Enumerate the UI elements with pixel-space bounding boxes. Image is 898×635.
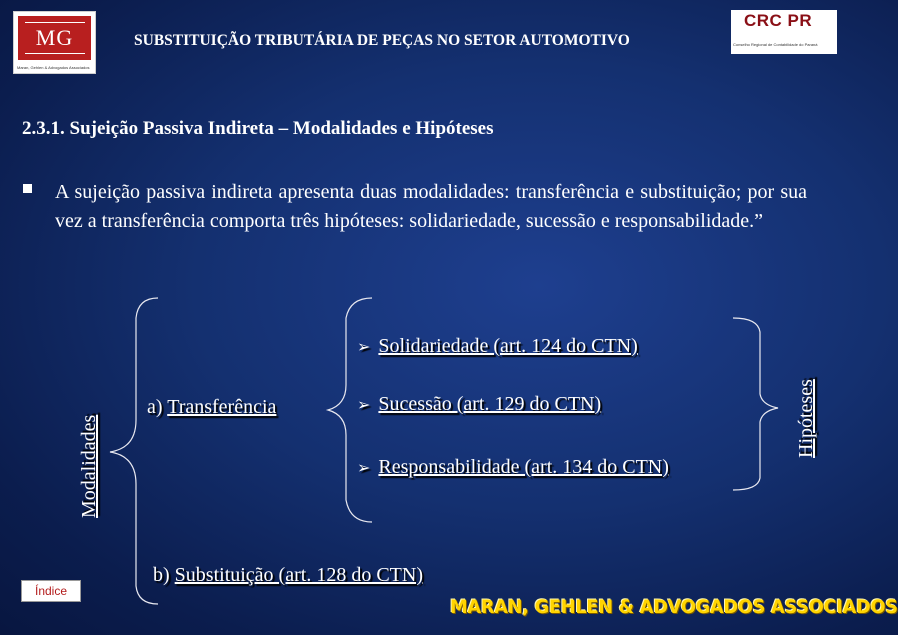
modality-b-text: Substituição (art. 128 do CTN)	[174, 564, 423, 586]
crc-logo-caption: Conselho Regional de Contabilidade do Paraná	[733, 42, 818, 47]
hypothesis-solidariedade	[357, 335, 638, 358]
left-brace	[110, 298, 158, 604]
slide-header-title: SUBSTITUIÇÃO TRIBUTÁRIA DE PEÇAS NO SETOR AUTOMOTIVO	[134, 32, 630, 49]
mg-logo-text: MG	[25, 22, 85, 54]
section-title: 2.3.1. Sujeição Passiva Indireta – Modalidades e Hipóteses	[22, 118, 494, 139]
hipoteses-label: Hipóteses	[795, 379, 817, 458]
hypothesis-text: Sucessão (art. 129 do CTN)	[378, 393, 602, 415]
mg-logo-caption: Maran, Gehlen & Advogados Associados	[17, 65, 90, 70]
modality-a-text: Transferência	[167, 396, 277, 418]
arrowhead-icon: ➢	[357, 458, 371, 477]
hypothesis-text: Solidariedade (art. 124 do CTN)	[378, 335, 638, 357]
modalidades-label: Modalidades	[78, 414, 100, 518]
crc-logo-text: CRC PR	[744, 11, 813, 30]
modality-transferencia	[147, 396, 276, 419]
modality-b-prefix: b)	[153, 564, 175, 586]
hypothesis-sucessao	[357, 393, 601, 416]
hypothesis-text: Responsabilidade (art. 134 do CTN)	[378, 456, 669, 478]
right-bracket	[733, 318, 778, 490]
modality-a-prefix: a)	[147, 396, 168, 418]
body-paragraph: A sujeição passiva indireta apresenta duas modalidades: transferência e substituição; por sua vez a transferência comporta três hipóteses: solidariedade, sucessão e responsabilidade.”	[55, 181, 807, 232]
index-button[interactable]: Índice	[21, 580, 81, 602]
footer-brand: MARAN, GEHLEN & ADVOGADOS ASSOCIADOS	[450, 597, 898, 618]
arrowhead-icon: ➢	[357, 337, 371, 356]
modality-substituicao	[153, 564, 423, 587]
hypothesis-responsabilidade	[357, 456, 669, 479]
arrowhead-icon: ➢	[357, 395, 371, 414]
